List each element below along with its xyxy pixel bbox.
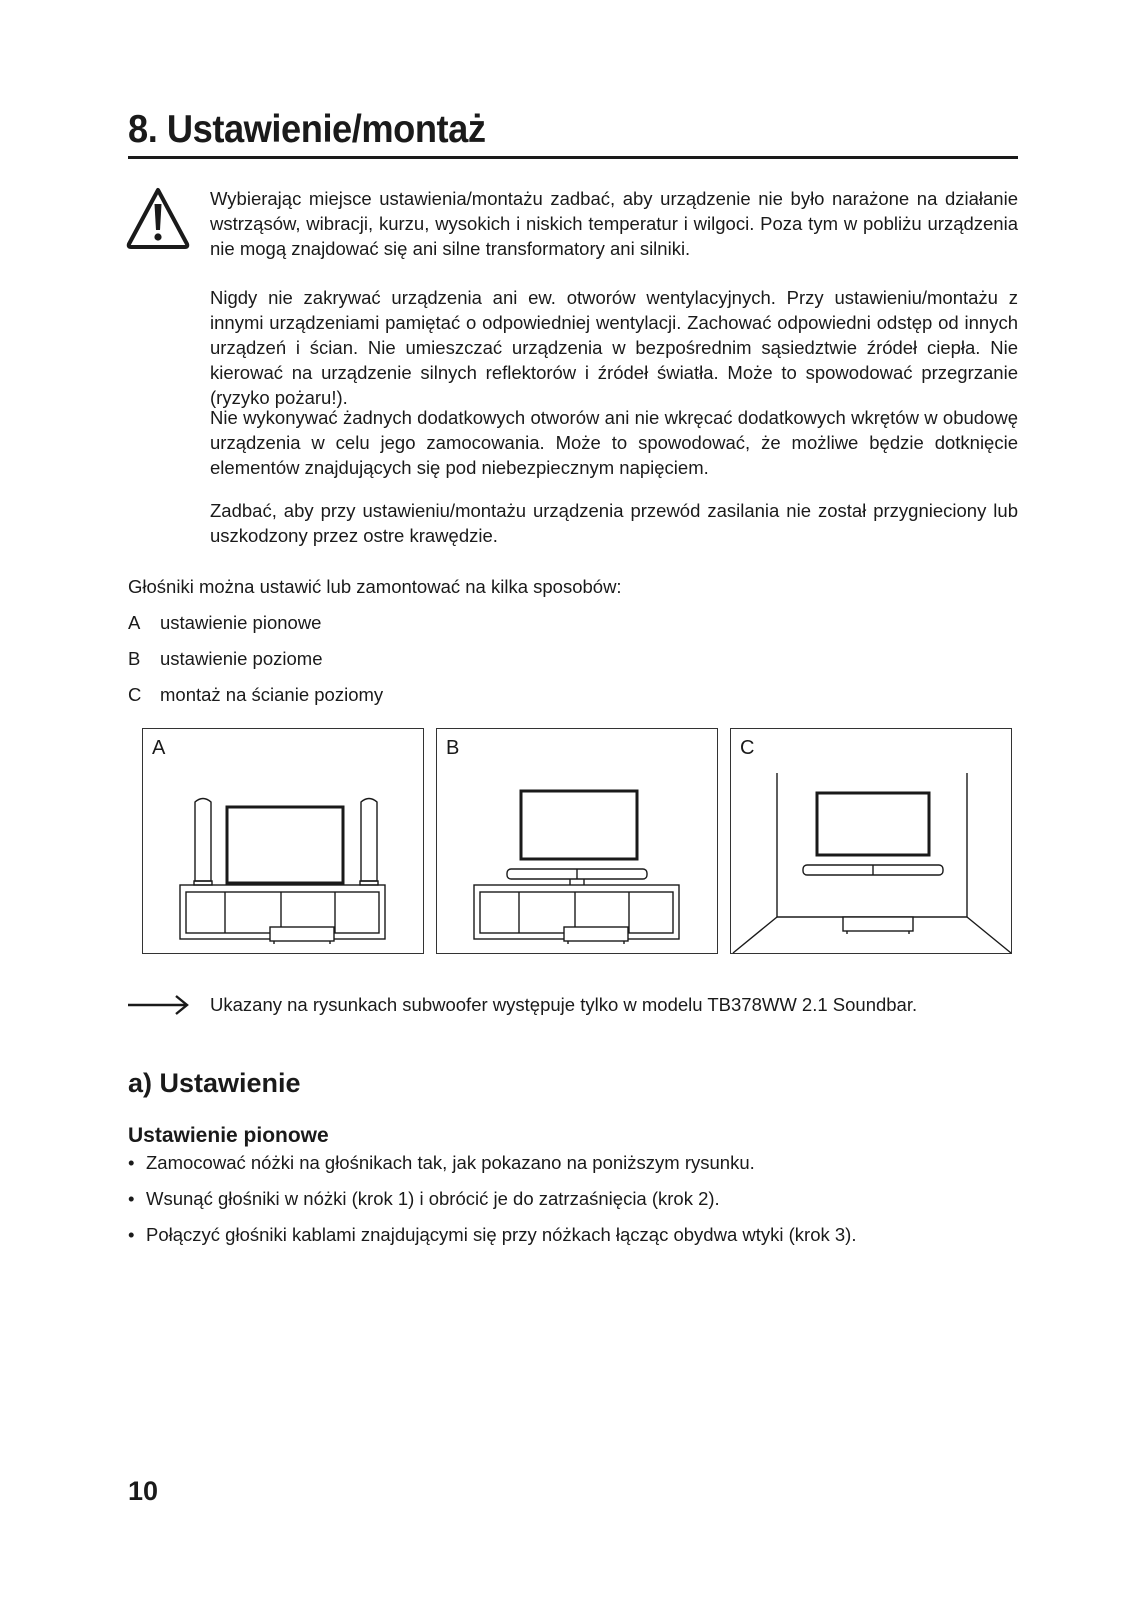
bullet-item	[128, 1152, 755, 1174]
subsubsection-title: Ustawienie pionowe	[128, 1124, 329, 1147]
option-letter: B	[128, 648, 141, 669]
figure-label-a: A	[152, 737, 166, 759]
figure-c-wall-mount	[730, 728, 1012, 954]
figure-a-vertical-setup	[142, 728, 424, 954]
option-b	[128, 648, 322, 670]
option-a	[128, 612, 321, 634]
bullet-text: Zamocować nóżki na głośnikach tak, jak pokazano na poniższym rysunku.	[146, 1152, 755, 1173]
bullet-text: Wsunąć głośniki w nóżki (krok 1) i obrócić je do zatrzaśnięcia (krok 2).	[146, 1188, 720, 1209]
option-letter: A	[128, 612, 141, 633]
page-number: 10	[128, 1476, 159, 1506]
bullet-glyph: •	[128, 1188, 135, 1209]
figure-label-c: C	[740, 737, 755, 759]
warning-paragraph-2: Nigdy nie zakrywać urządzenia ani ew. otworów wentylacyjnych. Przy ustawieniu/montażu z innymi urządzeniami pamiętać o odpowiedniej wentylacji. Zachować odpowiedni odstęp od innych urządzeń i ścian. Nie umieszczać urządzenia w bezpośrednim sąsiedztwie źródeł ciepła. Nie kierować na urządzenie silnych reflektorów i źródeł światła. Może to spowodować przegrzanie (ryzyko pożaru!).	[210, 287, 1018, 408]
warning-paragraph-4: Zadbać, aby przy ustawieniu/montażu urządzenia przewód zasilania nie został przygnieciony lub uszkodzony przez ostre krawędzie.	[210, 500, 1018, 546]
figure-b-illustration	[437, 729, 719, 955]
bullet-glyph: •	[128, 1152, 135, 1173]
option-c	[128, 684, 383, 706]
subwoofer-note: Ukazany na rysunkach subwoofer występuje tylko w modelu TB378WW 2.1 Soundbar.	[210, 994, 918, 1015]
figure-a-illustration	[143, 729, 425, 955]
warning-icon	[126, 186, 190, 250]
option-letter: C	[128, 684, 142, 705]
figure-label-b: B	[446, 737, 460, 759]
warning-paragraph-1: Wybierając miejsce ustawienia/montażu zadbać, aby urządzenie nie było narażone na działanie wstrząsów, wibracji, kurzu, wysokich i niskich temperatur i wilgoci. Poza tym w pobliżu urządzenia nie mogą znajdować się ani silne transformatory ani silniki.	[210, 188, 1018, 259]
title-divider	[128, 156, 1018, 159]
bullet-item	[128, 1188, 720, 1210]
option-text: ustawienie poziome	[160, 648, 323, 669]
intro-text: Głośniki można ustawić lub zamontować na kilka sposobów:	[128, 576, 622, 597]
warning-paragraph-3: Nie wykonywać żadnych dodatkowych otworów ani nie wkręcać dodatkowych wkrętów w obudowę urządzenia w celu jego zamocowania. Może to spowodować, że możliwe będzie dotknięcie elementów znajdujących się pod niebezpiecznym napięciem.	[210, 407, 1018, 478]
arrow-right-icon	[126, 994, 192, 1016]
option-text: ustawienie pionowe	[160, 612, 322, 633]
bullet-text: Połączyć głośniki kablami znajdującymi się przy nóżkach łącząc obydwa wtyki (krok 3).	[146, 1224, 857, 1245]
bullet-glyph: •	[128, 1224, 135, 1245]
section-title: 8. Ustawienie/montaż	[128, 108, 486, 151]
bullet-item	[128, 1224, 856, 1246]
figure-c-illustration	[731, 729, 1013, 955]
option-text: montaż na ścianie poziomy	[160, 684, 384, 705]
subsection-title: a) Ustawienie	[128, 1068, 301, 1098]
figure-b-horizontal-setup	[436, 728, 718, 954]
